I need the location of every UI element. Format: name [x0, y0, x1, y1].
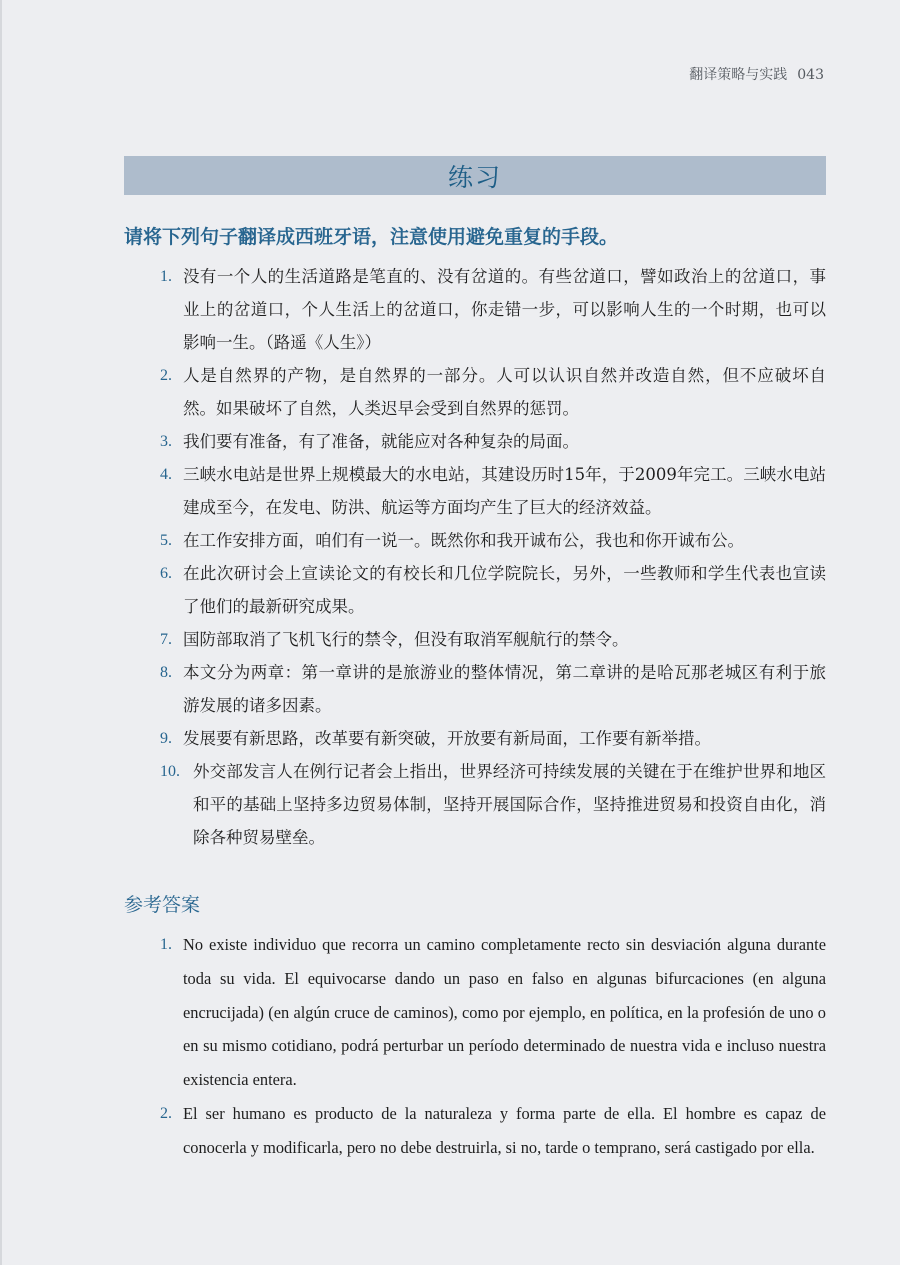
exercise-item — [124, 260, 826, 359]
answers-heading: 参考答案 — [124, 894, 201, 916]
exercise-item — [124, 656, 826, 722]
exercise-list — [124, 260, 826, 854]
exercise-item — [124, 722, 826, 755]
item-text: 外交部发言人在例行记者会上指出，世界经济可持续发展的关键在于在维护世界和地区和平的基础上坚持多边贸易体制，坚持开展国际合作，坚持推进贸易和投资自由化，消除各种贸易壁垒。 — [193, 762, 826, 847]
running-header — [689, 64, 824, 84]
running-header-title: 翻译策略与实践 — [689, 67, 788, 83]
item-text: 三峡水电站是世界上规模最大的水电站，其建设历时15年，于2009年完工。三峡水电站建成至今，在发电、防洪、航运等方面均产生了巨大的经济效益。 — [183, 465, 826, 517]
item-number: 1. — [160, 268, 172, 285]
exercise-item — [124, 557, 826, 623]
exercise-item — [124, 359, 826, 425]
page-number: 043 — [797, 67, 824, 83]
item-number: 2. — [160, 1104, 172, 1122]
item-text: 人是自然界的产物，是自然界的一部分。人可以认识自然并改造自然，但不应破坏自然。如果破坏了自然，人类迟早会受到自然界的惩罚。 — [183, 366, 826, 418]
exercise-instruction: 请将下列句子翻译成西班牙语，注意使用避免重复的手段。 — [124, 226, 619, 248]
exercise-item — [124, 623, 826, 656]
item-text: 国防部取消了飞机飞行的禁令，但没有取消军舰航行的禁令。 — [183, 630, 629, 649]
answer-list — [124, 928, 826, 1165]
exercise-item — [124, 755, 826, 854]
item-number: 2. — [160, 367, 172, 384]
item-number: 9. — [160, 730, 172, 747]
item-text: 在此次研讨会上宣读论文的有校长和几位学院院长，另外，一些教师和学生代表也宣读了他们的最新研究成果。 — [183, 564, 826, 616]
item-text: No existe individuo que recorra un camino completamente recto sin desviación alguna durante toda su vida. El equivocarse dando un paso en falso en algunas bifurcaciones (en alguna encrucijada) (en algún cruce de caminos), como por ejemplo, en política, en la profesión de uno o en su mismo cotidiano, podrá perturbar un período determinado de nuestra vida e incluso nuestra existencia entera. — [183, 935, 826, 1090]
exercise-item — [124, 524, 826, 557]
answer-item — [124, 928, 826, 1097]
item-text: 我们要有准备，有了准备，就能应对各种复杂的局面。 — [183, 432, 579, 451]
section-banner — [124, 156, 826, 195]
item-text: 没有一个人的生活道路是笔直的、没有岔道的。有些岔道口，譬如政治上的岔道口，事业上的岔道口，个人生活上的岔道口，你走错一步，可以影响人生的一个时期，也可以影响一生。（路遥《人生》） — [183, 267, 826, 352]
item-number: 6. — [160, 565, 172, 582]
item-number: 7. — [160, 631, 172, 648]
item-text: 在工作安排方面，咱们有一说一。既然你和我开诚布公，我也和你开诚布公。 — [183, 531, 744, 550]
answer-item — [124, 1097, 826, 1165]
item-text: 本文分为两章：第一章讲的是旅游业的整体情况，第二章讲的是哈瓦那老城区有利于旅游发展的诸多因素。 — [183, 663, 826, 715]
exercise-item — [124, 458, 826, 524]
item-text: El ser humano es producto de la naturaleza y forma parte de ella. El hombre es capaz de conocerla y modificarla, pero no debe destruirla, si no, tarde o temprano, será castigado por ella. — [183, 1103, 826, 1157]
item-number: 8. — [160, 664, 172, 681]
item-number: 5. — [160, 532, 172, 549]
item-number: 10. — [160, 763, 180, 780]
item-number: 3. — [160, 433, 172, 450]
exercise-item — [124, 425, 826, 458]
item-text: 发展要有新思路，改革要有新突破，开放要有新局面，工作要有新举措。 — [183, 729, 711, 748]
item-number: 4. — [160, 466, 172, 483]
item-number: 1. — [160, 936, 172, 953]
section-title: 练习 — [447, 162, 502, 192]
